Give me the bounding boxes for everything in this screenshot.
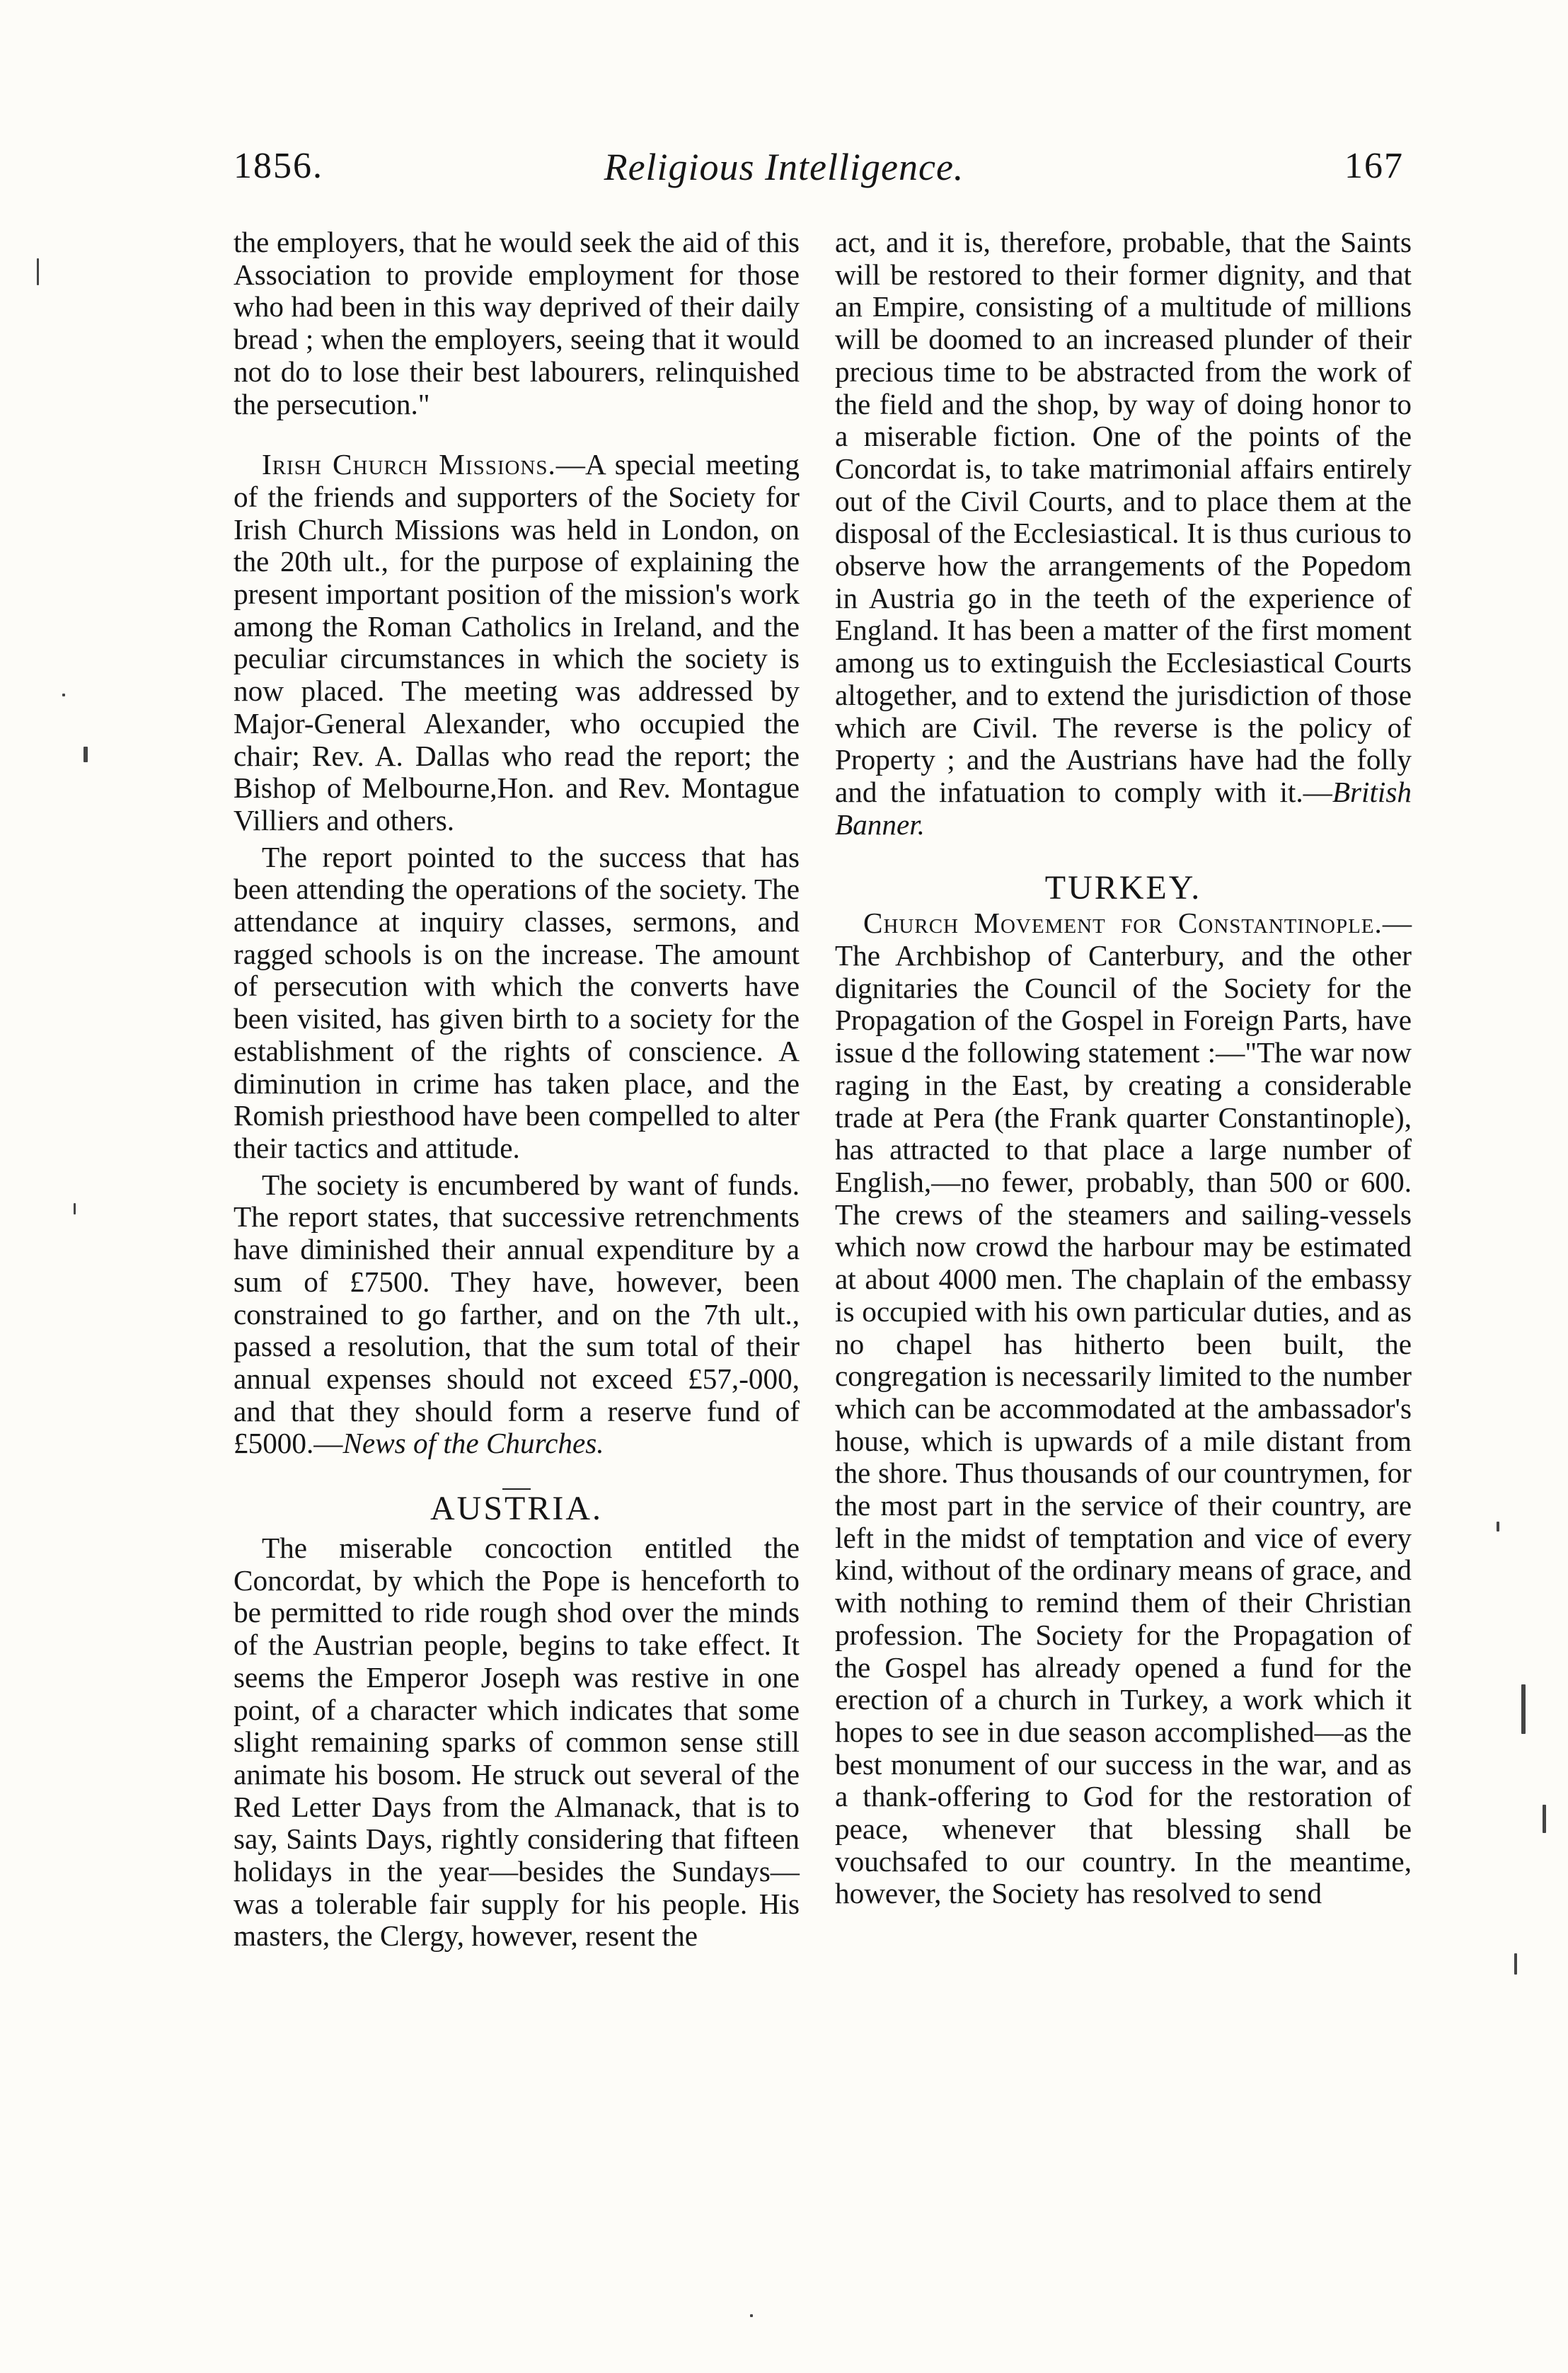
scan-speck — [62, 694, 65, 696]
scan-speck — [1521, 1684, 1526, 1734]
funds-text: The society is encumbered by want of funds. The report states, that successive retrenchments have diminished their annual expenditure by a sum of £7500. They have, however, been constrained to go farther, and on the 7th ult., passed a resolution, that the sum total of their annual expenses should not exceed £57,-000, and that they should form a reserve fund of £5000.— — [234, 1168, 800, 1460]
scan-speck — [83, 747, 88, 762]
constantinople-text: —The Archbishop of Canterbury, and the other dignitaries the Council of the Society for the Propagation of the Gospel in Foreign Parts, have issue d the following statement :—"The war now raging in the East, by creating a considerable trade at Pera (the Frank quarter Constantinople), has attracted to that place a large number of English,—no fewer, probably, than 500 or 600. The crews of the steamers and sailing-vessels which now crowd the harbour may be estimated at about 4000 men. The chaplain of the embassy is occupied with his own particular duties, and as no chapel has hitherto been built, the congregation is necessarily limited to the number which can be accommodated at the ambassador's house, which is upwards of a mile distant from the shore. Thus thousands of our countrymen, for the most part in the service of their country, are left in the midst of temptation and vice of every kind, without of the ordinary means of grace, and with nothing to remind them of their Christian profession. The Society for the Propagation of the Gospel has already opened a fund for the erection of a church in Turkey, a work which it hopes to see in due season accomplished—as the best monument of our success in the war, and as a thank-offering to God for the restoration of peace, whenever that blessing shall be vouchsafed to our country. In the meantime, however, the Society has resolved to send — [835, 907, 1412, 1910]
left-paragraph-1: the employers, that he would seek the aid of this Association to provide employment for those who had been in this way deprived of their daily bread ; when the employers, seeing that it would not do to lose their best labourers, relinquished the persecution." — [234, 226, 800, 420]
scan-speck — [74, 1203, 76, 1214]
report-paragraph: The report pointed to the success that has been attending the operations of the society. The attendance at inquiry classes, sermons, and ragged schools is on the increase. The amount of persecution with which the converts have been visited, has given birth to a society for the establishment of the rights of conscience. A diminution in crime has taken place, and the Romish priesthood have been compelled to alter their tactics and attitude. — [234, 840, 800, 1164]
funds-paragraph — [234, 1169, 800, 1460]
header-year: 1856. — [234, 146, 323, 186]
right-column — [835, 226, 1412, 1910]
header-title: Religious Intelligence. — [604, 146, 964, 188]
turkey-heading: TURKEY. — [1044, 869, 1202, 907]
concordat-text: act, and it is, therefore, probable, that the Saints will be restored to their former dignity, and that an Empire, consisting of a multitude of millions will be doomed to an increased plunder of their precious time to be abstracted from the work of the field and the shop, by way of doing honor to a miserable fiction. One of the points of the Concordat is, to take matrimonial affairs entirely out of the Civil Courts, and to place them at the disposal of the Ecclesiastical. It is thus curious to observe how the arrangements of the Popedom in Austria go in the teeth of the experience of England. It has been a matter of the first moment among us to extinguish the Ecclesiastical Courts altogether, and to extend the jurisdiction of those which are Civil. The reverse is the policy of Property ; and the Austrians have had the folly and the infatuation to comply with it.— — [835, 226, 1412, 808]
funds-source: News of the Churches. — [342, 1427, 604, 1460]
page-number: 167 — [1344, 146, 1404, 186]
constantinople-paragraph — [835, 907, 1412, 1910]
left-column — [234, 226, 800, 1953]
scan-speck — [750, 2314, 753, 2317]
austria-heading: AUSTRIA. — [430, 1490, 603, 1528]
scan-speck — [1497, 1522, 1499, 1532]
scan-speck — [1514, 1953, 1517, 1975]
running-head — [0, 145, 1568, 202]
irish-church-missions-heading: Irish Church Missions. — [262, 448, 556, 481]
constantinople-heading: Church Movement for Constantinople. — [863, 907, 1383, 940]
scan-speck — [1543, 1805, 1546, 1833]
scan-speck — [37, 258, 39, 285]
concordat-source: British Banner. — [835, 775, 1412, 841]
irish-church-missions-text: —A special meeting of the friends and supporters of the Society for Irish Church Missions was held in London, on the 20th ult., for the purpose of explaining the present important position of the mission's work among the Roman Catholics in Ireland, and the peculiar circumstances in which the society is now placed. The meeting was addressed by Major-General Alexander, who occupied the chair; Rev. A. Dallas who read the report; the Bishop of Melbourne,Hon. and Rev. Montague Villiers and others. — [234, 448, 800, 837]
concordat-paragraph — [835, 226, 1412, 841]
austria-paragraph: The miserable concoction entitled the Concordat, by which the Pope is henceforth to be permitted to ride rough shod over the minds of the Austrian people, begins to take effect. It seems the Emperor Joseph was restive in one point, of a character which indicates that some slight remaining sparks of common sense still animate his bosom. He struck out several of the Red Letter Days from the Almanack, that is to say, Saints Days, rightly considering that fifteen holidays in the year—besides the Sundays—was a tolerable fair supply for his people. His masters, the Clergy, however, resent the — [234, 1532, 800, 1953]
irish-church-missions-paragraph — [234, 449, 800, 837]
